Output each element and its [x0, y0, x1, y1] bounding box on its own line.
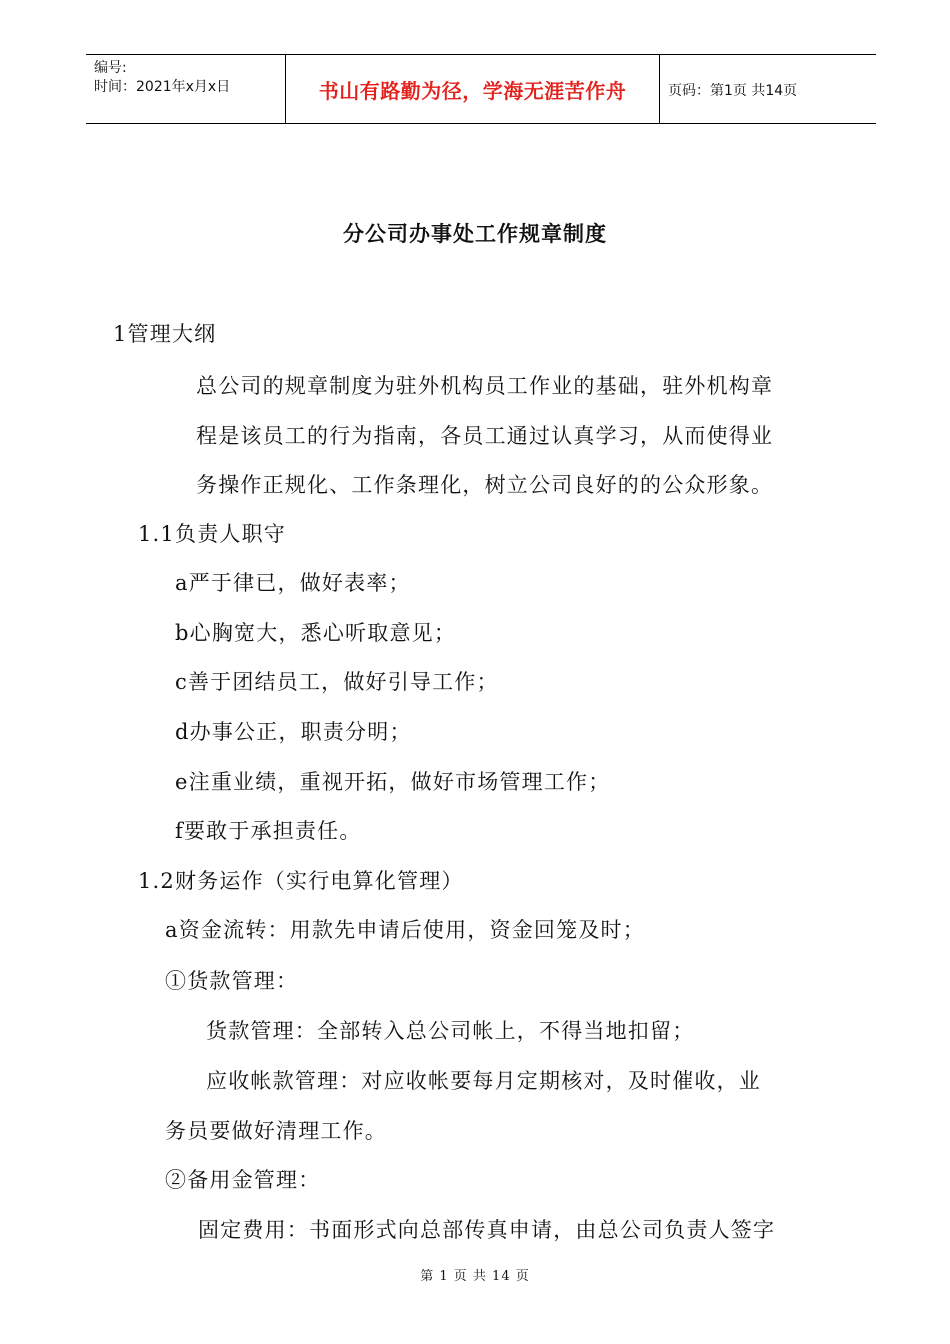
- paragraph-line: 货款管理：全部转入总公司帐上，不得当地扣留；: [206, 1019, 695, 1043]
- paragraph-line: 应收帐款管理：对应收帐要每月定期核对，及时催收，业: [206, 1069, 761, 1093]
- list-item: e注重业绩，重视开拓，做好市场管理工作；: [175, 770, 611, 794]
- page-footer: 第 1 页 共 14 页: [420, 1269, 530, 1284]
- list-item: b心胸宽大，悉心听取意见；: [175, 621, 457, 645]
- serial-label: 编号:: [94, 60, 127, 76]
- list-item: a资金流转：用款先申请后使用，资金回笼及时；: [165, 918, 645, 942]
- list-item: f要敢于承担责任。: [175, 819, 362, 843]
- section-heading: 1管理大纲: [113, 322, 217, 346]
- subsection-heading: 1.2财务运作（实行电算化管理）: [138, 869, 464, 893]
- document-title: 分公司办事处工作规章制度: [343, 221, 607, 246]
- paragraph-line: 务操作正规化、工作条理化，树立公司良好的的公众形象。: [196, 473, 774, 497]
- time-label: 时间：2021年x月x日: [94, 79, 231, 95]
- document-header: [86, 54, 876, 124]
- paragraph-line: 务员要做好清理工作。: [165, 1119, 387, 1143]
- paragraph-line: 总公司的规章制度为驻外机构员工作业的基础，驻外机构章: [196, 374, 774, 398]
- header-page-label: 页码：第1页 共14页: [668, 83, 798, 99]
- list-item: c善于团结员工，做好引导工作；: [175, 670, 499, 694]
- list-item: ②备用金管理：: [165, 1168, 321, 1192]
- list-item: a严于律已，做好表率；: [175, 571, 411, 595]
- subsection-heading: 1.1负责人职守: [138, 522, 286, 546]
- header-left: [94, 59, 289, 97]
- paragraph-line: 固定费用：书面形式向总部传真申请，由总公司负责人签字: [198, 1218, 776, 1242]
- list-item: ①货款管理：: [165, 969, 299, 993]
- header-motto: 书山有路勤为径，学海无涯苦作舟: [318, 79, 627, 103]
- header-divider: [659, 55, 660, 123]
- list-item: d办事公正，职责分明；: [175, 720, 412, 744]
- paragraph-line: 程是该员工的行为指南，各员工通过认真学习，从而使得业: [196, 424, 774, 448]
